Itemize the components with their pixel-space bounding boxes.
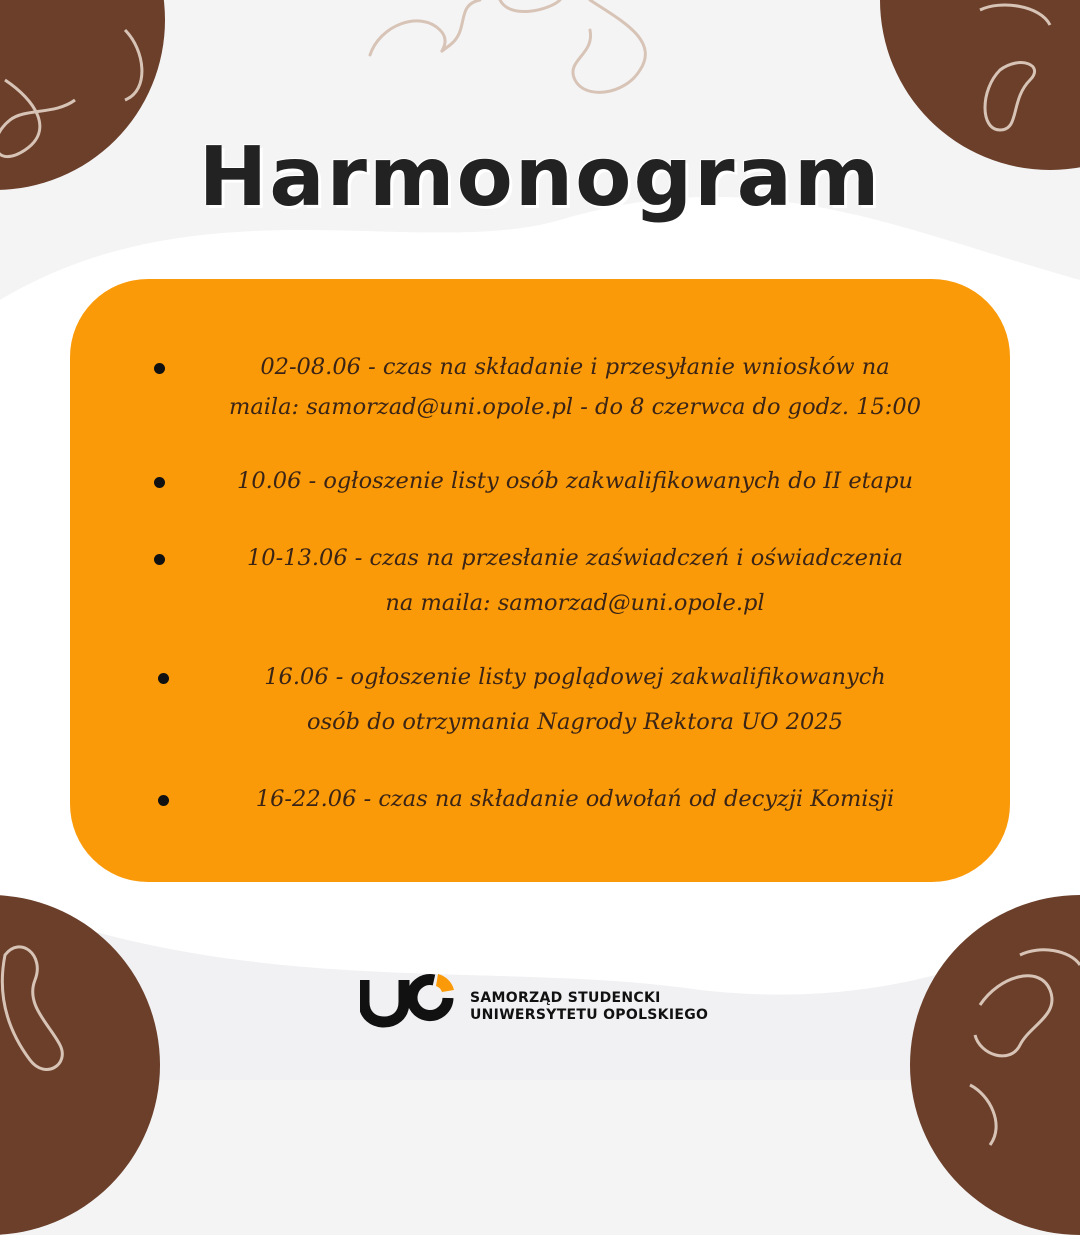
logo-line-2: UNIWERSYTETU OPOLSKIEGO: [470, 1007, 709, 1023]
schedule-item-line-2: osób do otrzymania Nagrody Rektora UO 2025: [307, 709, 843, 735]
logo-text: [470, 990, 708, 1024]
corner-blob-bottom-right: [910, 895, 1080, 1235]
schedule-item-line-1: 02-08.06 - czas na składanie i przesyłanie wniosków na: [260, 354, 890, 380]
schedule-item-line-1: 10-13.06 - czas na przesłanie zaświadczeń i oświadczenia: [246, 545, 903, 571]
page-title: Harmonogram: [198, 130, 882, 225]
uo-logo-mark: [360, 968, 460, 1028]
schedule-item-line-1: 10.06 - ogłoszenie listy osób zakwalifikowanych do II etapu: [237, 468, 913, 494]
schedule-item-line-1: 16-22.06 - czas na składanie odwołań od decyzji Komisji: [255, 786, 895, 812]
schedule-card: [70, 279, 1010, 882]
schedule-item-line-1: 16.06 - ogłoszenie listy poglądowej zakwalifikowanych: [264, 664, 886, 690]
schedule-item-line-2: na maila: samorzad@uni.opole.pl: [385, 590, 765, 616]
logo-line-1: SAMORZĄD STUDENCKI: [470, 990, 661, 1006]
organization-logo: [360, 968, 720, 1028]
squiggle-decoration: [360, 0, 660, 110]
schedule-item-line-2: maila: samorzad@uni.opole.pl - do 8 czerwca do godz. 15:00: [228, 394, 922, 420]
corner-blob-bottom-left: [0, 895, 160, 1235]
